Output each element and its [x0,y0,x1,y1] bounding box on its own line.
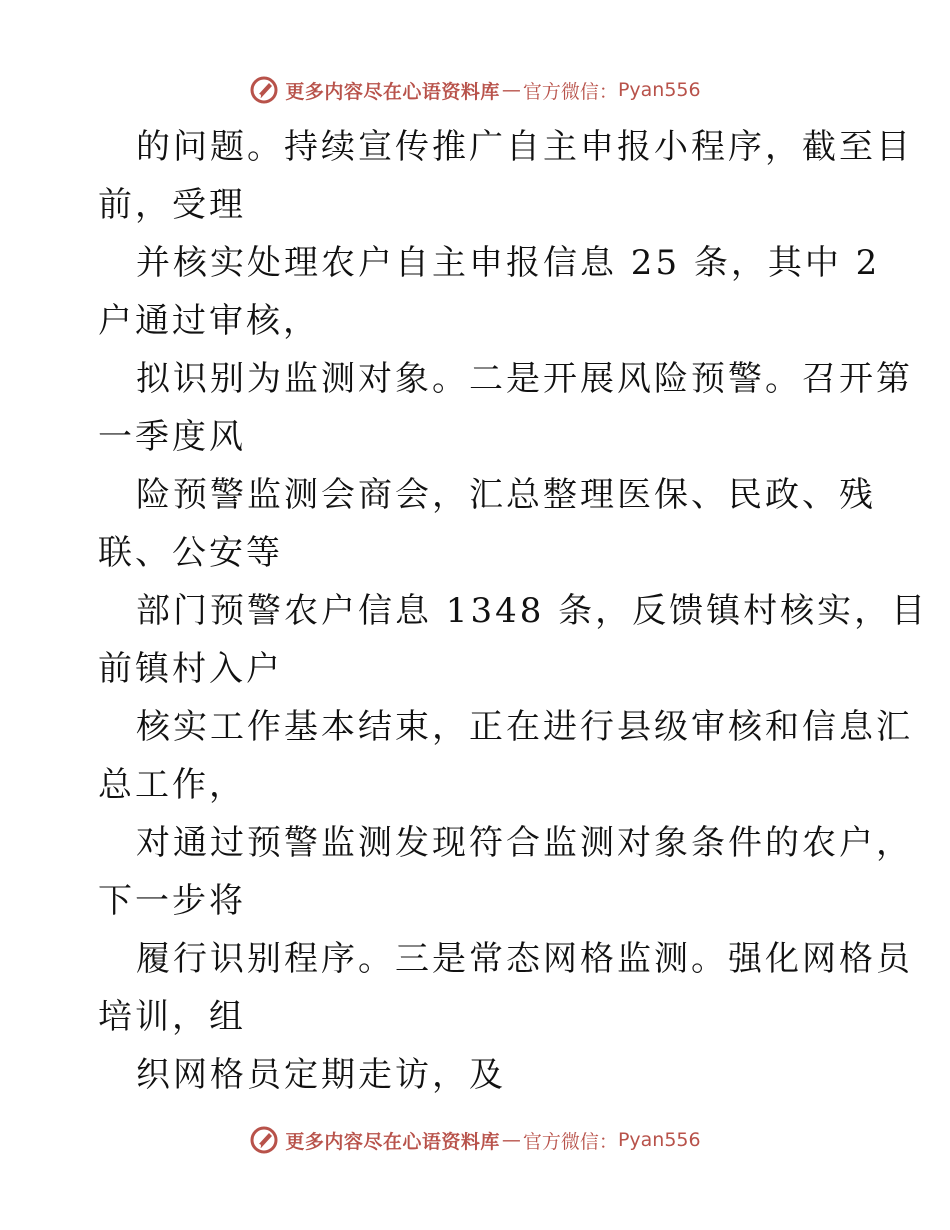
body-line: 并核实处理农户自主申报信息 25 条，其中 2 [136,243,881,283]
body-line: 联、公安等 [98,533,283,573]
header-official-label: 官方微信： [522,80,618,103]
body-line: 前镇村入户 [98,649,283,689]
header-banner [0,70,950,110]
footer-official-label: 官方微信： [522,1130,618,1153]
footer-brand-text: 更多内容尽在心语资料库 [285,1130,500,1153]
body-line: 前，受理 [98,185,246,225]
body-line: 户通过审核， [98,301,320,341]
brand-logo-icon [249,75,279,105]
body-line: 对通过预警监测发现符合监测对象条件的农户， [136,823,913,863]
body-line: 培训，组 [98,997,246,1037]
document-body [98,118,929,1104]
header-dash: — [501,79,521,101]
header-brand-text: 更多内容尽在心语资料库 [285,80,500,103]
brand-logo-icon [249,1125,279,1155]
body-line: 拟识别为监测对象。二是开展风险预警。召开第 [136,359,913,399]
footer-wechat-id: Pyan556 [617,1129,701,1151]
footer-banner [0,1120,950,1160]
body-line: 一季度风 [98,417,246,457]
body-line: 险预警监测会商会，汇总整理医保、民政、残 [136,475,876,515]
body-line: 的问题。持续宣传推广自主申报小程序，截至目 [136,127,913,167]
body-line: 部门预警农户信息 1348 条，反馈镇村核实，目 [136,591,929,631]
body-line: 下一步将 [98,881,246,921]
body-line: 履行识别程序。三是常态网格监测。强化网格员 [136,939,913,979]
footer-dash: — [501,1129,521,1151]
header-wechat-id: Pyan556 [617,79,701,101]
body-line: 核实工作基本结束，正在进行县级审核和信息汇 [136,707,913,747]
body-line: 总工作， [98,765,246,805]
body-line: 织网格员定期走访，及 [136,1055,506,1095]
